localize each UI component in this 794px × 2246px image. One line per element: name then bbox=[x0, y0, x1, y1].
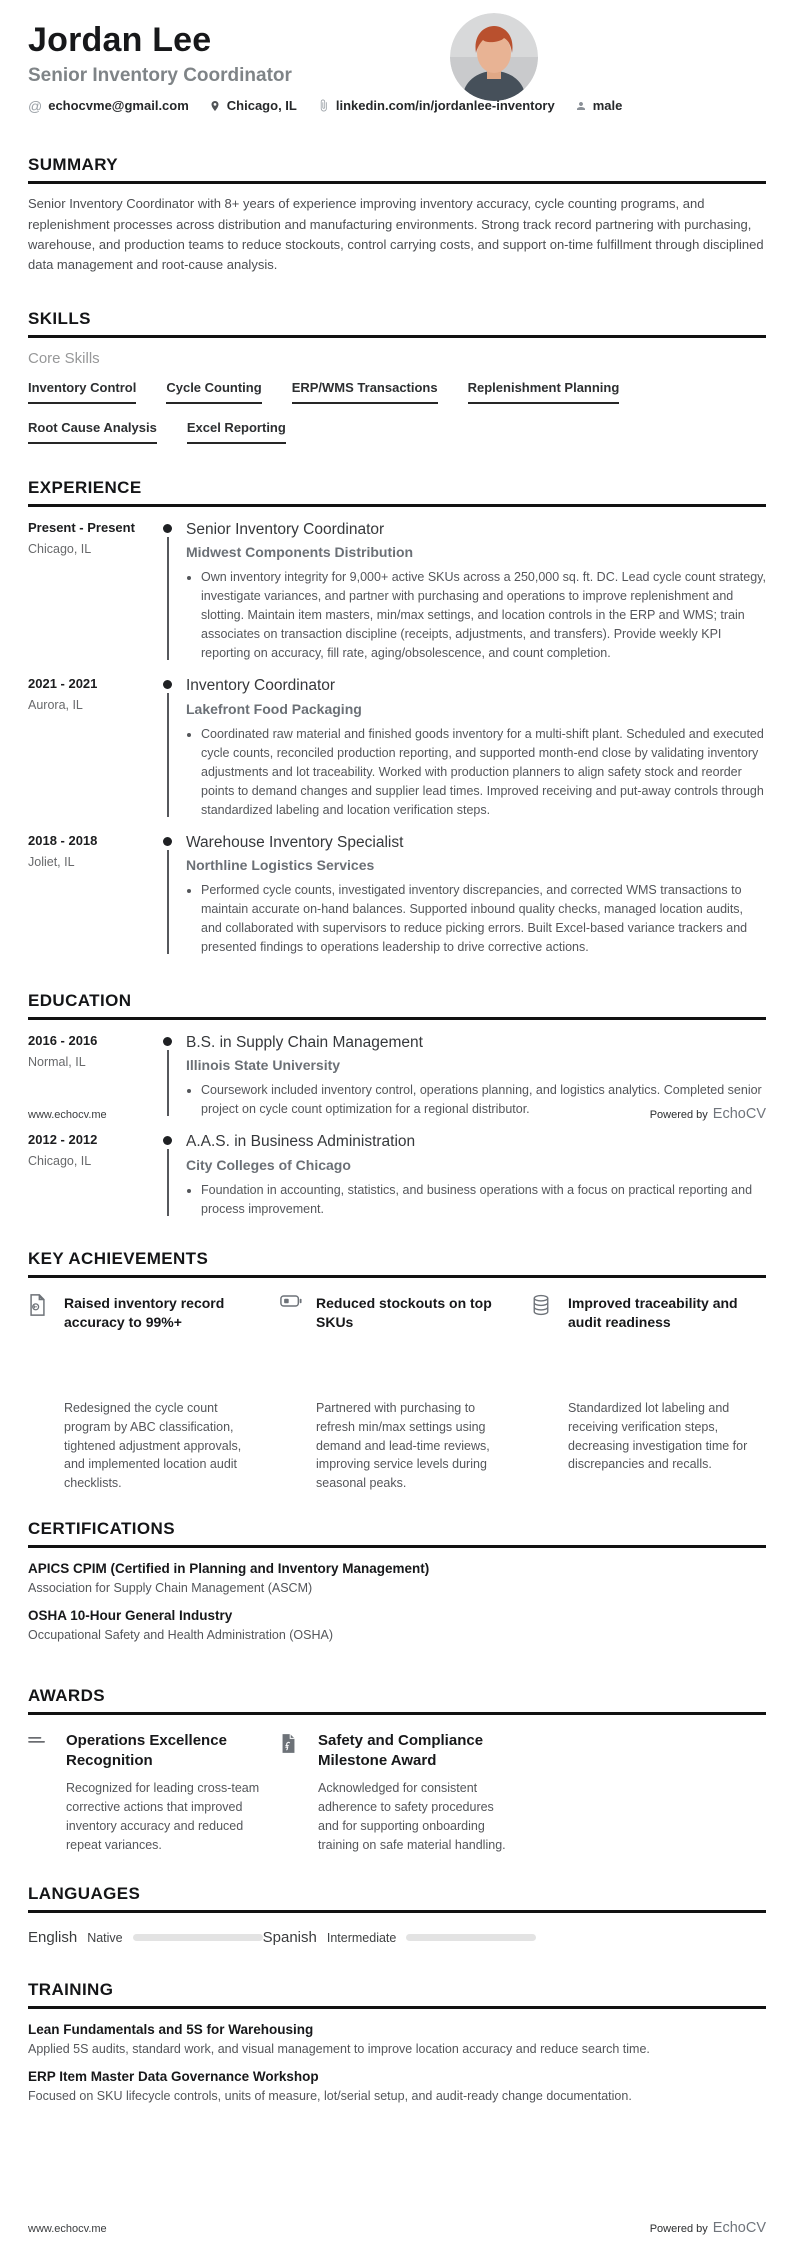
timeline-line bbox=[167, 693, 169, 816]
entry-company: Northline Logistics Services bbox=[186, 857, 375, 874]
contact-gender bbox=[575, 98, 623, 113]
certification-item bbox=[28, 1608, 766, 1642]
contact-gender-label: male bbox=[592, 98, 623, 114]
entry-location: Chicago, IL bbox=[28, 1154, 92, 1169]
award-title: Safety and Compliance Milestone Award bbox=[318, 1731, 484, 1770]
certifications-heading: CERTIFICATIONS bbox=[28, 1519, 766, 1548]
achievement-title: Improved traceability and audit readiness bbox=[568, 1294, 738, 1331]
contact-email[interactable] bbox=[28, 98, 189, 113]
skill-item: Root Cause Analysis bbox=[28, 420, 157, 444]
language-item bbox=[28, 1929, 263, 1946]
link-icon bbox=[317, 99, 330, 112]
award-body bbox=[318, 1731, 514, 1855]
achievement-descriptions bbox=[28, 1399, 766, 1493]
language-proficiency-bar bbox=[406, 1934, 536, 1941]
entry-school: City Colleges of Chicago bbox=[186, 1156, 351, 1173]
entry-bullet: • Coordinated raw material and finished goods inventory for a multi-shift plant. Scheduled and executed cycle counts, reconciled production reporting, and supported month-end close by validating inventory adjustments and lot traceability. Worked with production planners to align safety stock and reorder points to demand changes and supplier lead times. Improved receiving and put-away controls through standardized labeling and location verification steps. bbox=[201, 725, 766, 820]
language-name: Spanish bbox=[262, 1929, 317, 1947]
timeline bbox=[160, 833, 186, 957]
language-level: Native bbox=[87, 1930, 123, 1945]
contact-email-label: echocvme@gmail.com bbox=[48, 98, 189, 114]
timeline-dot-icon bbox=[163, 524, 172, 533]
achievements-grid bbox=[28, 1294, 766, 1333]
entry-title: B.S. in Supply Chain Management bbox=[186, 1034, 423, 1052]
entry-bullet-list bbox=[186, 725, 766, 820]
entry-body bbox=[186, 520, 766, 663]
database-icon bbox=[532, 1294, 556, 1316]
training-title: ERP Item Master Data Governance Workshop bbox=[28, 2069, 319, 2085]
location-pin-icon bbox=[209, 99, 221, 113]
skill-item: Replenishment Planning bbox=[468, 380, 620, 404]
entry-company: Midwest Components Distribution bbox=[186, 544, 414, 561]
training-description: Focused on SKU lifecycle controls, units of measure, lot/serial setup, and audit-ready change documentation. bbox=[28, 2089, 632, 2104]
entry-bullet: • Coursework included inventory control, operations planning, and logistics analytics. Completed senior project on cycle count optimization for a regional distributor. bbox=[201, 1081, 766, 1119]
footer-powered-by bbox=[650, 1106, 766, 1122]
language-level: Intermediate bbox=[326, 1930, 397, 1945]
language-item bbox=[263, 1929, 537, 1946]
entry-bullet: • Own inventory integrity for 9,000+ active SKUs across a 250,000 sq. ft. DC. Lead cycle count strategy, investigate variances, and partner with purchasing and operations to improve replenishment and slotting. Maintain item masters, min/max settings, and location controls in the ERP and WMS; train associates on transaction discipline (receipts, adjustments, and transfers). Provide weekly KPI reporting on accuracy, fill rate, aging/obsolescence, and count completion. bbox=[201, 568, 766, 663]
skill-item: Excel Reporting bbox=[187, 420, 286, 444]
award-body bbox=[66, 1731, 262, 1855]
entry-body bbox=[186, 1132, 766, 1218]
training-heading: TRAINING bbox=[28, 1980, 766, 2009]
experience-heading: EXPERIENCE bbox=[28, 478, 766, 507]
skills-section bbox=[28, 309, 766, 444]
achievement-item bbox=[280, 1294, 514, 1333]
skill-item: Cycle Counting bbox=[166, 380, 261, 404]
contact-row bbox=[28, 98, 766, 113]
achievement-item bbox=[28, 1294, 262, 1333]
page2-footer bbox=[28, 2220, 766, 2236]
timeline-dot-icon bbox=[163, 837, 172, 846]
achievement-title: Reduced stockouts on top SKUs bbox=[316, 1294, 492, 1331]
achievement-description: Standardized lot labeling and receiving verification steps, decreasing investigation time for discrepancies and recalls. bbox=[568, 1401, 748, 1472]
timeline-line bbox=[167, 850, 169, 954]
awards-grid bbox=[28, 1731, 766, 1855]
entry-dates: 2012 - 2012 bbox=[28, 1132, 98, 1148]
entry-location: Joliet, IL bbox=[28, 854, 75, 869]
entry-meta bbox=[28, 1132, 160, 1218]
summary-text: Senior Inventory Coordinator with 8+ years of experience improving inventory accuracy, cycle counting programs, and replenishment processes across distribution and manufacturing environments. Strong track record partnering with purchasing, warehouse, and production teams to reduce stockouts, control carrying costs, and support on-time fulfillment through disciplined data management and root-cause analysis. bbox=[28, 196, 764, 272]
certification-title: APICS CPIM (Certified in Planning and Inventory Management) bbox=[28, 1560, 430, 1576]
award-description: Acknowledged for consistent adherence to safety procedures and for supporting onboarding training on safe material handling. bbox=[318, 1781, 506, 1852]
entry-title: Senior Inventory Coordinator bbox=[186, 520, 385, 538]
entry-company: Lakefront Food Packaging bbox=[186, 700, 362, 717]
powered-by-label: Powered by bbox=[649, 1109, 708, 1121]
entry-bullet-list bbox=[186, 1181, 766, 1219]
entry-meta bbox=[28, 676, 160, 819]
skills-group-label: Core Skills bbox=[28, 349, 100, 367]
timeline bbox=[160, 1132, 186, 1218]
certification-title: OSHA 10-Hour General Industry bbox=[28, 1607, 233, 1623]
timeline-dot-icon bbox=[163, 1136, 172, 1145]
entry-body bbox=[186, 676, 766, 819]
footer-site-link[interactable]: www.echocv.me bbox=[28, 2223, 107, 2235]
summary-heading: SUMMARY bbox=[28, 155, 766, 184]
achievements-heading: KEY ACHIEVEMENTS bbox=[28, 1249, 766, 1278]
achievement-item bbox=[532, 1294, 766, 1333]
training-item bbox=[28, 2022, 766, 2056]
certification-item bbox=[28, 1561, 766, 1595]
award-item bbox=[280, 1731, 514, 1855]
person-job-title: Senior Inventory Coordinator bbox=[28, 65, 292, 87]
award-item bbox=[28, 1731, 262, 1855]
awards-section bbox=[28, 1686, 766, 1855]
award-description: Recognized for leading cross-team corrective actions that improved inventory accuracy and reduced repeat variances. bbox=[66, 1781, 260, 1852]
languages-grid bbox=[28, 1929, 766, 1946]
training-description: Applied 5S audits, standard work, and visual management to improve location accuracy and reduce search time. bbox=[28, 2042, 650, 2057]
training-item bbox=[28, 2069, 766, 2103]
timeline-dot-icon bbox=[163, 680, 172, 689]
timeline bbox=[160, 676, 186, 819]
header bbox=[28, 0, 766, 113]
entry-dates: Present - Present bbox=[28, 519, 135, 535]
education-entry bbox=[28, 1132, 766, 1218]
achievements-section bbox=[28, 1249, 766, 1493]
timeline bbox=[160, 520, 186, 663]
entry-bullet-list bbox=[186, 568, 766, 663]
powered-by-label: Powered by bbox=[649, 2223, 708, 2235]
language-name: English bbox=[28, 1929, 78, 1947]
entry-location: Aurora, IL bbox=[28, 698, 83, 713]
person-icon bbox=[575, 100, 587, 112]
skills-heading: SKILLS bbox=[28, 309, 766, 338]
file-invoice-icon bbox=[28, 1294, 52, 1316]
education-heading: EDUCATION bbox=[28, 991, 766, 1020]
achievement-description: Partnered with purchasing to refresh min/max settings using demand and lead-time reviews, improving service levels during seasonal peaks. bbox=[316, 1401, 490, 1491]
entry-title: Inventory Coordinator bbox=[186, 677, 336, 695]
entry-location: Chicago, IL bbox=[28, 541, 92, 556]
entry-location: Normal, IL bbox=[28, 1055, 86, 1070]
training-section bbox=[28, 1980, 766, 2103]
training-title: Lean Fundamentals and 5S for Warehousing bbox=[28, 2022, 314, 2038]
entry-dates: 2016 - 2016 bbox=[28, 1033, 98, 1049]
experience-section bbox=[28, 478, 766, 957]
list-lines-icon bbox=[28, 1735, 54, 1747]
skills-list bbox=[28, 380, 766, 444]
battery-icon bbox=[280, 1294, 304, 1308]
entry-dates: 2021 - 2021 bbox=[28, 676, 98, 692]
education-section bbox=[28, 991, 766, 1219]
contact-location-label: Chicago, IL bbox=[226, 98, 297, 114]
experience-entry bbox=[28, 676, 766, 819]
certifications-section bbox=[28, 1519, 766, 1642]
contact-location bbox=[209, 98, 297, 113]
contact-linkedin-label: linkedin.com/in/jordanlee-inventory bbox=[335, 98, 555, 114]
entry-dates: 2018 - 2018 bbox=[28, 832, 98, 848]
achievement-title: Raised inventory record accuracy to 99%+ bbox=[64, 1294, 225, 1331]
page1-footer bbox=[28, 1106, 766, 1122]
certification-issuer: Association for Supply Chain Management (ASCM) bbox=[28, 1580, 313, 1595]
skill-item: Inventory Control bbox=[28, 380, 136, 404]
entry-bullet: • Foundation in accounting, statistics, and business operations with a focus on practical reporting and process improvement. bbox=[201, 1181, 766, 1219]
entry-meta bbox=[28, 833, 160, 957]
entry-title: A.A.S. in Business Administration bbox=[186, 1133, 416, 1151]
entry-title: Warehouse Inventory Specialist bbox=[186, 833, 404, 851]
brand-name[interactable]: EchoCV bbox=[712, 1106, 766, 1122]
award-title: Operations Excellence Recognition bbox=[66, 1731, 227, 1770]
languages-heading: LANGUAGES bbox=[28, 1884, 766, 1913]
achievement-description: Redesigned the cycle count program by ABC classification, tightened adjustment approvals, and implemented location audit checklists. bbox=[64, 1401, 242, 1491]
timeline-line bbox=[167, 537, 169, 660]
footer-powered-by bbox=[650, 2220, 766, 2236]
person-name: Jordan Lee bbox=[28, 21, 212, 59]
entry-meta bbox=[28, 520, 160, 663]
timeline-line bbox=[167, 1149, 169, 1215]
entry-bullet: • Performed cycle counts, investigated inventory discrepancies, and corrected WMS transactions to maintain accurate on-hand balances. Supported inbound quality checks, managed location audits, and collaborated with supervisors to reduce picking errors. Built Excel-based variance trackers and presented findings to operations leadership to drive corrective actions. bbox=[201, 881, 766, 957]
footer-site-link[interactable]: www.echocv.me bbox=[28, 1109, 107, 1121]
awards-heading: AWARDS bbox=[28, 1686, 766, 1715]
skill-item: ERP/WMS Transactions bbox=[292, 380, 438, 404]
entry-bullet-list bbox=[186, 881, 766, 957]
file-currency-icon bbox=[280, 1733, 306, 1754]
experience-entry bbox=[28, 520, 766, 663]
language-proficiency-bar bbox=[133, 1934, 263, 1941]
experience-entry bbox=[28, 833, 766, 957]
summary-section bbox=[28, 155, 766, 275]
at-icon: @ bbox=[28, 97, 43, 114]
entry-school: Illinois State University bbox=[186, 1057, 341, 1074]
contact-linkedin[interactable] bbox=[317, 98, 555, 113]
entry-body bbox=[186, 833, 766, 957]
languages-section bbox=[28, 1884, 766, 1946]
brand-name[interactable]: EchoCV bbox=[712, 2220, 766, 2236]
certification-issuer: Occupational Safety and Health Administration (OSHA) bbox=[28, 1627, 334, 1642]
timeline-dot-icon bbox=[163, 1037, 172, 1046]
